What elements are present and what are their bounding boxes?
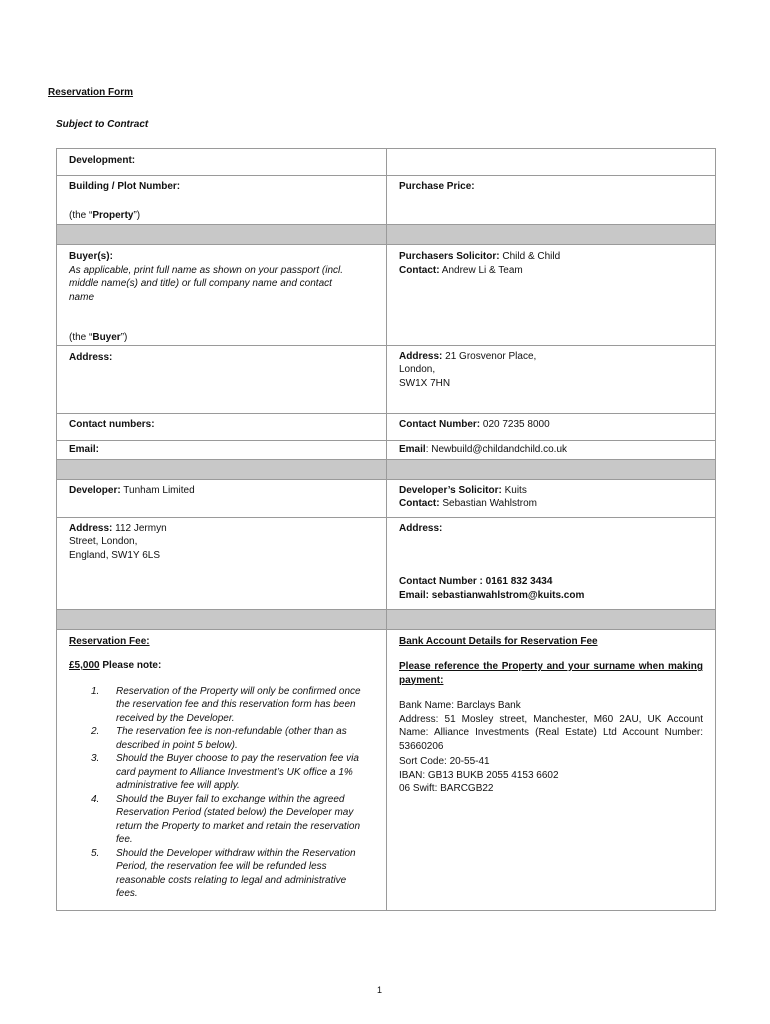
property-definition: (the “Property”) [69,209,141,221]
bank-details-cell [387,629,716,910]
purchasers-solicitor: Purchasers Solicitor: Child & Child [399,251,561,262]
developers-solicitor: Developer’s Solicitor: Kuits [399,484,527,496]
solicitor-email-cell [387,440,716,459]
purchase-price-label: Purchase Price: [399,181,475,192]
solicitor-contact-number-cell [387,413,716,440]
developer-address-row [57,517,716,609]
fee-note-item: 5. Should the Developer withdraw within the Reservation Period, the reservation fee will be refunded less reasonable costs relating to legal and administrative fees. [91,847,356,899]
shaded-divider [57,459,716,479]
developers-solicitor-cell [387,479,716,517]
development-label: Development: [69,155,136,166]
reservation-fee-label: Reservation Fee: [69,635,150,647]
address-label: Address: [69,351,113,363]
bank-heading: Bank Account Details for Reservation Fee [399,635,598,647]
contact-numbers-cell[interactable] [57,413,387,440]
developer-cell [57,479,387,517]
solicitor-address-line3: SW1X 7HN [399,377,451,389]
page-number: 1 [377,985,383,995]
solicitor-address-line2: London, [399,364,436,375]
shaded-divider [57,609,716,629]
buyer-definition: (the “Buyer”) [69,332,128,343]
buyers-cell[interactable] [57,245,387,346]
buyer-address-cell[interactable] [57,345,387,413]
dev-solicitor-contact-number: Contact Number : 0161 832 3434 [399,576,553,587]
sort-code: Sort Code: 20-55-41 [399,756,490,767]
buyers-row [57,245,716,346]
bank-name: Bank Name: Barclays Bank [399,700,521,711]
developer-address-line2: Street, London, [69,536,138,547]
swift: 06 Swift: BARCGB22 [399,783,494,794]
developers-solicitor-contact: Contact: Sebastian Wahlstrom [399,498,538,509]
fee-note-item: 2. The reservation fee is non-refundable (other than as described in point 5 below). [91,726,347,751]
contact-numbers-label: Contact numbers: [69,418,155,430]
development-row [57,149,716,176]
solicitor-email-label: Email [399,443,426,455]
developer-address-cell [57,517,387,609]
subject-to-contract: Subject to Contract [56,119,149,130]
purchase-price-cell[interactable] [387,176,716,225]
developer-address: Address: 112 Jermyn [69,522,167,534]
buyers-hint: As applicable, print full name as shown on your passport (incl. middle name(s) and title) or full company name and contact name [69,264,344,303]
shaded-divider [57,225,716,245]
contact-number-label: Contact Number: [399,418,481,430]
iban: IBAN: GB13 BUKB 2055 4153 6602 [399,769,559,781]
developer-address-line3: England, SW1Y 6LS [69,549,160,561]
fee-note: Please note: [102,660,162,671]
solicitor-address-cell [387,345,716,413]
buyers-label: Buyer(s): [69,251,113,262]
developer-row [57,479,716,517]
contact-number-value: 020 7235 8000 [482,418,550,430]
bank-address: Address: 51 Mosley street, Manchester, M60 2AU, UK Account Name: Alliance Investments (Real Estate) Ltd Account Number: 53660206 [399,713,703,752]
contact-numbers-row [57,413,716,440]
developer-label: Developer: [69,484,121,496]
fee-note-item: 3. Should the Buyer choose to pay the reservation fee via card payment to Alliance Investment’s UK office a 1% administrative fee will apply. [91,753,359,791]
reservation-form-table [56,148,716,911]
purchasers-contact: Contact: Andrew Li & Team [399,264,523,276]
development-cell[interactable] [57,149,387,176]
email-row [57,440,716,459]
solicitor-email-value: : Newbuild@childandchild.co.uk [425,443,568,455]
reservation-fee-row [57,629,716,910]
fee-note-item: 1. Reservation of the Property will only be confirmed once the reservation fee and this reservation form has been received by the Developer. [91,685,361,724]
form-title: Reservation Form [48,87,134,98]
email-label: Email: [69,443,100,455]
bank-reference: Please reference the Property and your surname when making payment: [399,661,703,686]
email-cell[interactable] [57,440,387,459]
reservation-fee-cell [57,629,387,910]
building-cell[interactable] [57,176,387,225]
solicitor-address: Address: 21 Grosvenor Place, [399,350,537,362]
dev-solicitor-address-cell [387,517,716,609]
development-value-cell[interactable] [387,149,716,176]
fee-amount-line [69,659,374,673]
dev-solicitor-email: Email: sebastianwahlstrom@kuits.com [399,589,585,601]
building-label: Building / Plot Number: [69,181,181,192]
fee-amount: £5,000 [69,660,100,671]
building-row [57,176,716,225]
dev-solicitor-address-label: Address: [399,522,443,534]
fee-notes-list [69,685,374,901]
developer-value: Tunham Limited [123,484,195,496]
address-row [57,345,716,413]
purchasers-solicitor-cell [387,245,716,346]
fee-note-item: 4. Should the Buyer fail to exchange within the agreed Reservation Period (stated below) the Developer may return the Property to market and retain the reservation fee. [91,793,361,845]
